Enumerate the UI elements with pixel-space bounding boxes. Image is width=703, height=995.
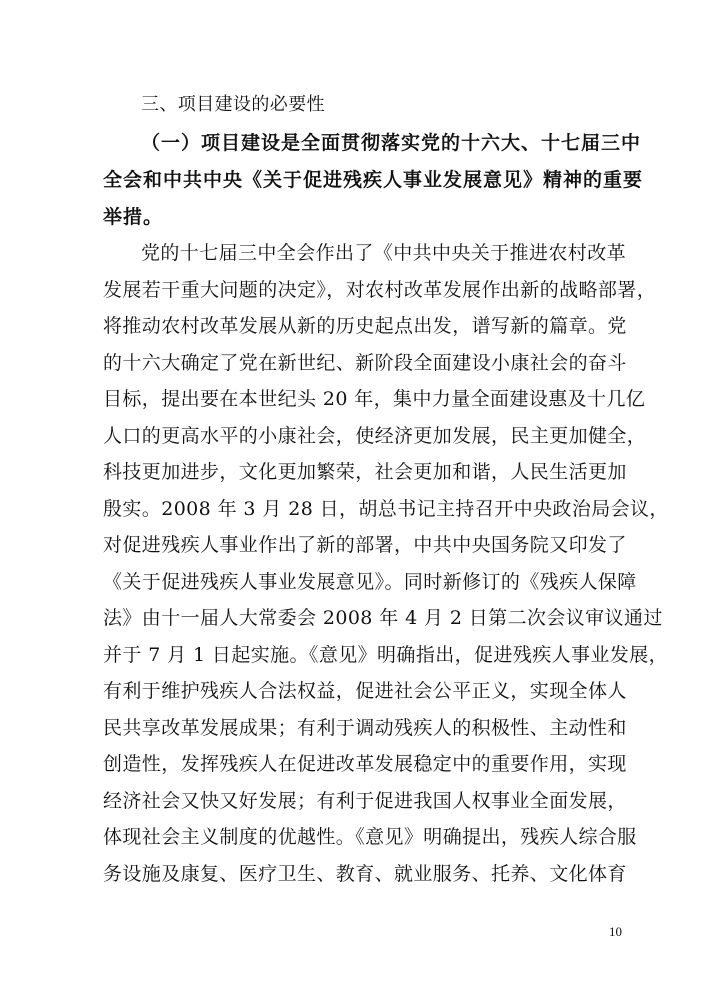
section-heading: 三、项目建设的必要性 <box>141 94 325 115</box>
body-line: 将推动农村改革发展从新的历史起点出发，谱写新的篇章。党 <box>103 315 627 337</box>
body-line: 殷实。2008 年 3 月 28 日，胡总书记主持召开中央政治局会议， <box>103 498 669 520</box>
body-line: 《关于促进残疾人事业发展意见》。同时新修订的《残疾人保障 <box>103 571 637 593</box>
body-line: 的十六大确定了党在新世纪、新阶段全面建设小康社会的奋斗 <box>103 352 627 374</box>
body-line: 发展若干重大问题的决定》，对农村改革发展作出新的战略部署， <box>103 279 657 301</box>
body-line: 民共享改革发展成果；有利于调动残疾人的积极性、主动性和 <box>103 717 627 739</box>
body-line: 有利于维护残疾人合法权益，促进社会公平正义，实现全体人 <box>103 680 627 702</box>
body-line: 科技更加进步，文化更加繁荣，社会更加和谐，人民生活更加 <box>103 461 627 483</box>
body-line: 目标，提出要在本世纪头 20 年，集中力量全面建设惠及十几亿 <box>103 388 646 410</box>
body-line: 务设施及康复、医疗卫生、教育、就业服务、托养、文化体育 <box>103 863 627 885</box>
body-line: 党的十七届三中全会作出了《中共中央关于推进农村改革 <box>141 242 627 264</box>
subheading-line: 举措。 <box>103 206 164 228</box>
page-number: 10 <box>609 924 622 939</box>
body-line: 经济社会又快又好发展；有利于促进我国人权事业全面发展， <box>103 790 627 812</box>
body-line: 并于 7 月 1 日起实施。《意见》明确指出，促进残疾人事业发展， <box>103 644 669 666</box>
body-line: 法》由十一届人大常委会 2008 年 4 月 2 日第二次会议审议通过 <box>103 607 663 629</box>
body-line: 创造性，发挥残疾人在促进改革发展稳定中的重要作用，实现 <box>103 753 627 775</box>
body-line: 人口的更高水平的小康社会，使经济更加发展，民主更加健全， <box>103 425 647 447</box>
subheading-line: 全会和中共中央《关于促进残疾人事业发展意见》精神的重要 <box>103 169 644 191</box>
subheading-line: （一）项目建设是全面贯彻落实党的十六大、十七届三中 <box>141 132 642 154</box>
body-line: 体现社会主义制度的优越性。《意见》明确提出，残疾人综合服 <box>103 826 637 848</box>
body-line: 对促进残疾人事业作出了新的部署，中共中央国务院又印发了 <box>103 534 627 556</box>
